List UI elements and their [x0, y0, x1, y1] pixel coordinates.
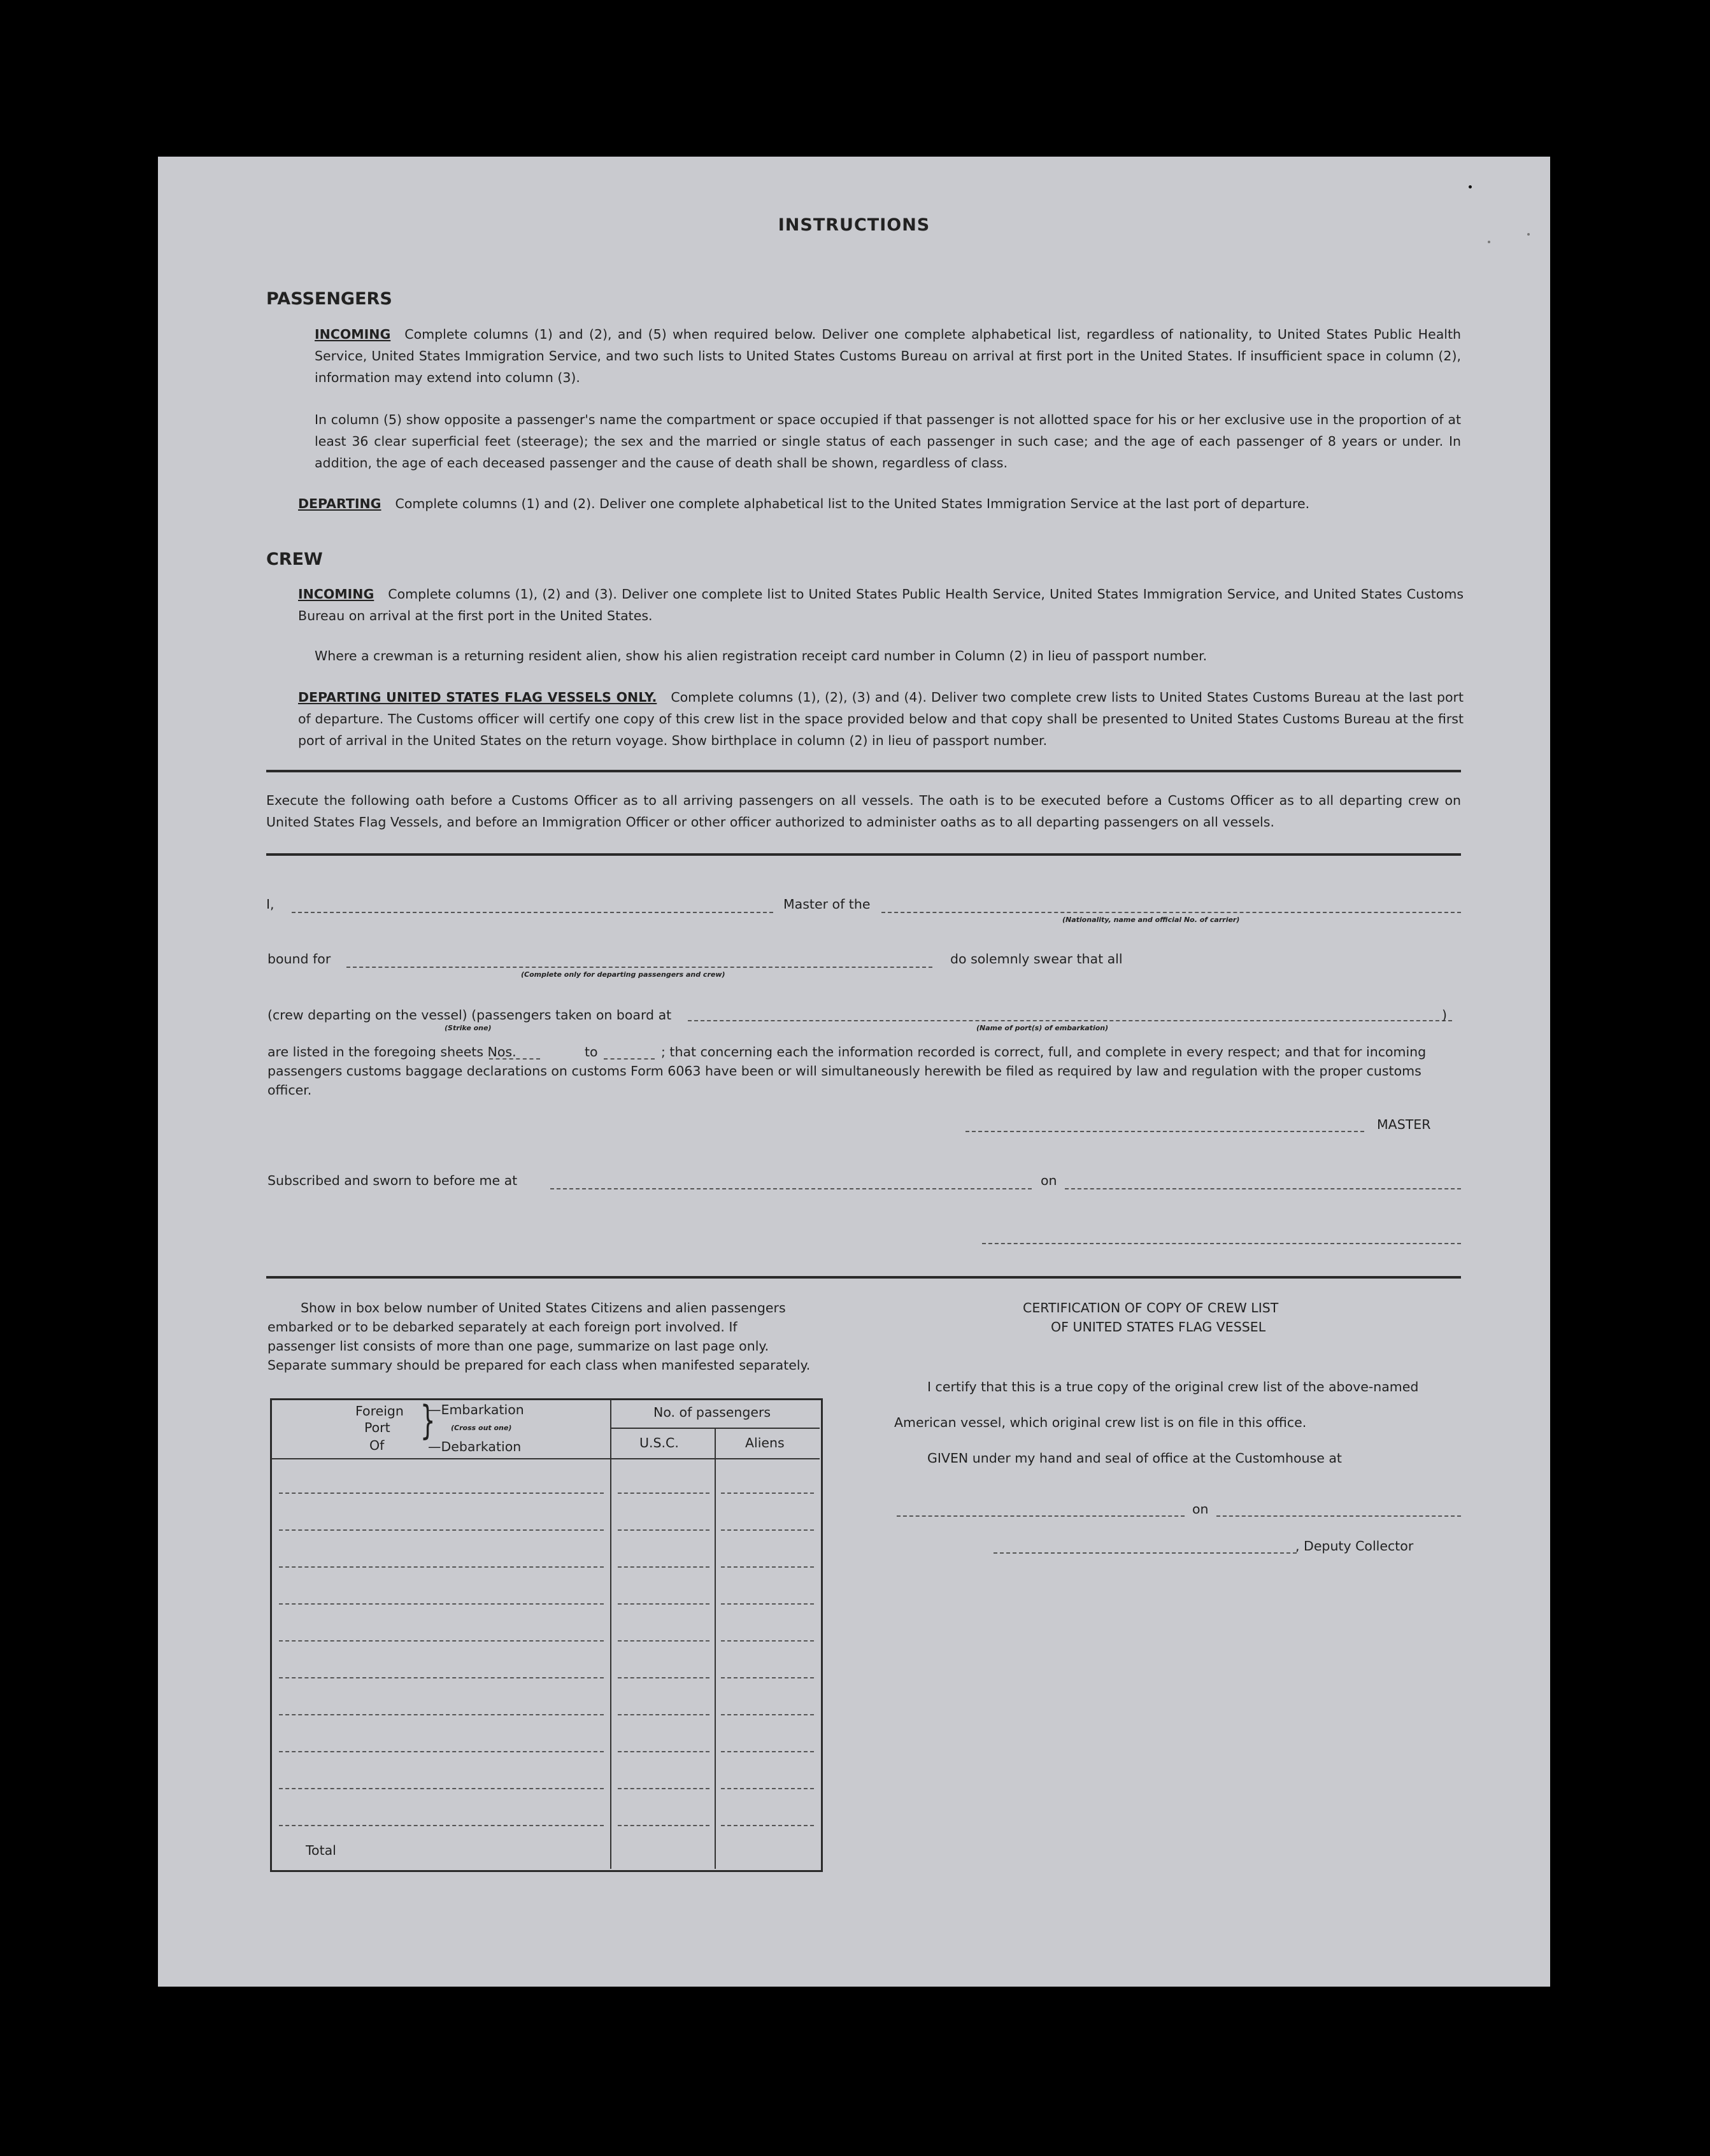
oath-i-label: I,	[266, 897, 274, 912]
table-foreign-label: Foreign	[355, 1403, 404, 1419]
divider-rule-1	[266, 770, 1461, 772]
table-entry-line[interactable]	[618, 1566, 709, 1568]
certification-title-1: CERTIFICATION OF COPY OF CREW LIST	[1023, 1300, 1279, 1316]
document-page	[158, 157, 1550, 1987]
table-usc-header: U.S.C.	[639, 1435, 679, 1450]
oath-crew-departing: (crew departing on the vessel) (passengers taken on board at	[267, 1007, 672, 1023]
table-entry-line[interactable]	[618, 1825, 709, 1826]
ports-hint: (Name of port(s) of embarkation)	[976, 1024, 1109, 1032]
crew-resident-paragraph: Where a crewman is a returning resident alien, show his alien registration receipt card number in Column (2) in lieu of passport number.	[315, 648, 1208, 663]
oath-master-of: Master of the	[783, 897, 871, 912]
table-entry-line[interactable]	[721, 1825, 814, 1826]
oath-on-label: on	[1041, 1173, 1057, 1188]
bound-for-hint: (Complete only for departing passengers and crew)	[521, 970, 725, 979]
table-entry-line[interactable]	[279, 1825, 604, 1826]
passengers-heading: PASSENGERS	[266, 289, 392, 309]
table-entry-line[interactable]	[279, 1751, 604, 1752]
master-signature-field[interactable]	[965, 1131, 1364, 1132]
page-title: INSTRUCTIONS	[778, 215, 930, 235]
table-header-bottom	[271, 1458, 820, 1459]
passengers-departing-text: Complete columns (1) and (2). Deliver one complete alphabetical list to the United States Immigration Service at the last port of departure.	[395, 496, 1310, 511]
sheet-to-field[interactable]	[604, 1058, 655, 1060]
oath-listed-d: officer.	[267, 1082, 312, 1098]
table-entry-line[interactable]	[721, 1677, 814, 1678]
divider-rule-3	[266, 1276, 1461, 1279]
passengers-incoming-label: INCOMING	[315, 327, 391, 342]
summary-instructions-2: embarked or to be debarked separately at each foreign port involved. If	[267, 1319, 737, 1335]
passengers-incoming-paragraph	[315, 323, 1461, 388]
table-of-label: Of	[369, 1438, 385, 1453]
crew-incoming-text: Complete columns (1), (2) and (3). Deliver one complete list to United States Public Health Service, United States Immigration Service, and United States Customs Bureau on arrival at the first port in the United States.	[298, 586, 1464, 623]
crew-departing-text: Complete columns (1), (2), (3) and (4). Deliver two complete crew lists to United States Customs Bureau at the last port of departure. The Customs officer will certify one copy of this crew list in the space provided below and that copy shall be presented to United States Customs Bureau at the first port of arrival in the United States on the return voyage. Show birthplace in column (2) in lieu of passport number.	[298, 690, 1464, 748]
certification-deputy-label: , Deputy Collector	[1295, 1538, 1414, 1554]
table-total-label: Total	[306, 1843, 336, 1858]
officer-signature-field[interactable]	[982, 1243, 1461, 1244]
crew-incoming-paragraph	[298, 583, 1464, 627]
table-entry-line[interactable]	[618, 1529, 709, 1531]
crew-departing-label: DEPARTING UNITED STATES FLAG VESSELS ONLY.	[298, 690, 657, 705]
oath-subscribed: Subscribed and sworn to before me at	[267, 1173, 518, 1188]
oath-master-label: MASTER	[1377, 1117, 1431, 1132]
oath-listed-c: passengers customs baggage declarations on customs Form 6063 have been or will simultaneously herewith be filed as required by law and regulation with the proper customs	[267, 1063, 1421, 1079]
oath-listed-a: are listed in the foregoing sheets Nos.	[267, 1044, 517, 1060]
crew-heading: CREW	[266, 550, 323, 569]
bound-for-field[interactable]	[346, 967, 932, 968]
table-entry-line[interactable]	[618, 1493, 709, 1494]
table-aliens-header: Aliens	[745, 1435, 785, 1450]
oath-listed-to: to	[585, 1044, 598, 1060]
deputy-signature-field[interactable]	[994, 1552, 1297, 1554]
table-entry-line[interactable]	[279, 1603, 604, 1605]
table-entry-line[interactable]	[721, 1751, 814, 1752]
table-entry-line[interactable]	[618, 1788, 709, 1789]
certification-on-label: on	[1192, 1501, 1209, 1517]
table-entry-line[interactable]	[721, 1566, 814, 1568]
table-cross-out-hint: (Cross out one)	[451, 1424, 512, 1432]
oath-intro-paragraph: Execute the following oath before a Customs Officer as to all arriving passengers on all vessels. The oath is to be executed before a Customs Officer as to all departing crew on United States Flag Vessels, and before an Immigration Officer or other officer authorized to administer oaths as to all departing passengers on all vessels.	[266, 793, 1461, 830]
table-entry-line[interactable]	[279, 1714, 604, 1715]
certification-given: GIVEN under my hand and seal of office at the Customhouse at	[927, 1450, 1342, 1466]
table-entry-line[interactable]	[618, 1677, 709, 1678]
sheet-from-field[interactable]	[489, 1058, 540, 1060]
summary-instructions-4: Separate summary should be prepared for each class when manifested separately.	[267, 1358, 811, 1373]
table-port-label: Port	[364, 1420, 390, 1435]
table-entry-line[interactable]	[618, 1714, 709, 1715]
crew-departing-paragraph	[298, 686, 1464, 751]
table-divider-port	[610, 1400, 611, 1869]
crew-incoming-label: INCOMING	[298, 586, 374, 602]
table-entry-line[interactable]	[279, 1566, 604, 1568]
table-entry-line[interactable]	[721, 1640, 814, 1642]
table-entry-line[interactable]	[279, 1529, 604, 1531]
table-entry-line[interactable]	[279, 1640, 604, 1642]
table-entry-line[interactable]	[279, 1788, 604, 1789]
summary-instructions-3: passenger list consists of more than one page, summarize on last page only.	[267, 1338, 769, 1354]
table-entry-line[interactable]	[721, 1529, 814, 1531]
table-entry-line[interactable]	[618, 1603, 709, 1605]
film-speck	[1469, 185, 1472, 188]
sworn-date-field[interactable]	[1065, 1188, 1461, 1189]
certification-date-field[interactable]	[1216, 1515, 1461, 1517]
ports-field[interactable]	[688, 1020, 1452, 1021]
table-header-split	[611, 1428, 820, 1429]
table-entry-line[interactable]	[721, 1603, 814, 1605]
table-divider-usc	[715, 1428, 716, 1869]
table-debarkation-label: —Debarkation	[428, 1439, 522, 1454]
passengers-column5-paragraph: In column (5) show opposite a passenger's name the compartment or space occupied if that passenger is not allotted space for his or her exclusive use in the proportion of at least 36 clear superficial feet (steerage); the sex and the married or single status of each passenger in such case; and the age of each passenger of 8 years or under. In addition, the age of each deceased passenger and the cause of death shall be shown, regardless of class.	[315, 412, 1461, 471]
oath-listed-b: ; that concerning each the information recorded is correct, full, and complete in every respect; and that for incoming	[661, 1044, 1427, 1060]
strike-hint: (Strike one)	[445, 1024, 492, 1032]
master-name-field[interactable]	[292, 912, 773, 913]
table-entry-line[interactable]	[618, 1640, 709, 1642]
passenger-summary-table	[270, 1398, 823, 1872]
certification-certify-2: American vessel, which original crew list is on file in this office.	[894, 1415, 1307, 1430]
passengers-incoming-text: Complete columns (1) and (2), and (5) when required below. Deliver one complete alphabetical list, regardless of nationality, to United States Public Health Service, United States Immigration Service, and two such lists to United States Customs Bureau on arrival at first port in the United States. If insufficient space in column (2), information may extend into column (3).	[315, 327, 1461, 385]
table-entry-line[interactable]	[721, 1493, 814, 1494]
table-entry-line[interactable]	[721, 1714, 814, 1715]
divider-rule-2	[266, 853, 1461, 856]
table-no-passengers-header: No. of passengers	[653, 1405, 771, 1420]
film-speck	[1488, 241, 1490, 243]
certification-certify-1: I certify that this is a true copy of the original crew list of the above-named	[927, 1379, 1419, 1394]
table-entry-line[interactable]	[279, 1493, 604, 1494]
carrier-hint: (Nationality, name and official No. of carrier)	[1062, 916, 1240, 924]
certification-title-2: OF UNITED STATES FLAG VESSEL	[1051, 1319, 1266, 1335]
oath-bound-for: bound for	[267, 951, 331, 967]
passengers-departing-paragraph	[298, 493, 1464, 514]
table-entry-line[interactable]	[721, 1788, 814, 1789]
table-entry-line[interactable]	[279, 1677, 604, 1678]
sworn-place-field[interactable]	[550, 1188, 1032, 1189]
customhouse-field[interactable]	[897, 1515, 1185, 1517]
table-embarkation-label: —Embarkation	[428, 1402, 524, 1417]
table-brace-icon: }	[420, 1397, 436, 1443]
film-speck	[1527, 233, 1530, 236]
passengers-departing-label: DEPARTING	[298, 496, 381, 511]
table-entry-line[interactable]	[618, 1751, 709, 1752]
oath-close-paren: )	[1442, 1007, 1447, 1023]
carrier-field[interactable]	[881, 912, 1461, 913]
oath-swear: do solemnly swear that all	[950, 951, 1123, 967]
summary-instructions-1: Show in box below number of United States Citizens and alien passengers	[301, 1300, 786, 1316]
